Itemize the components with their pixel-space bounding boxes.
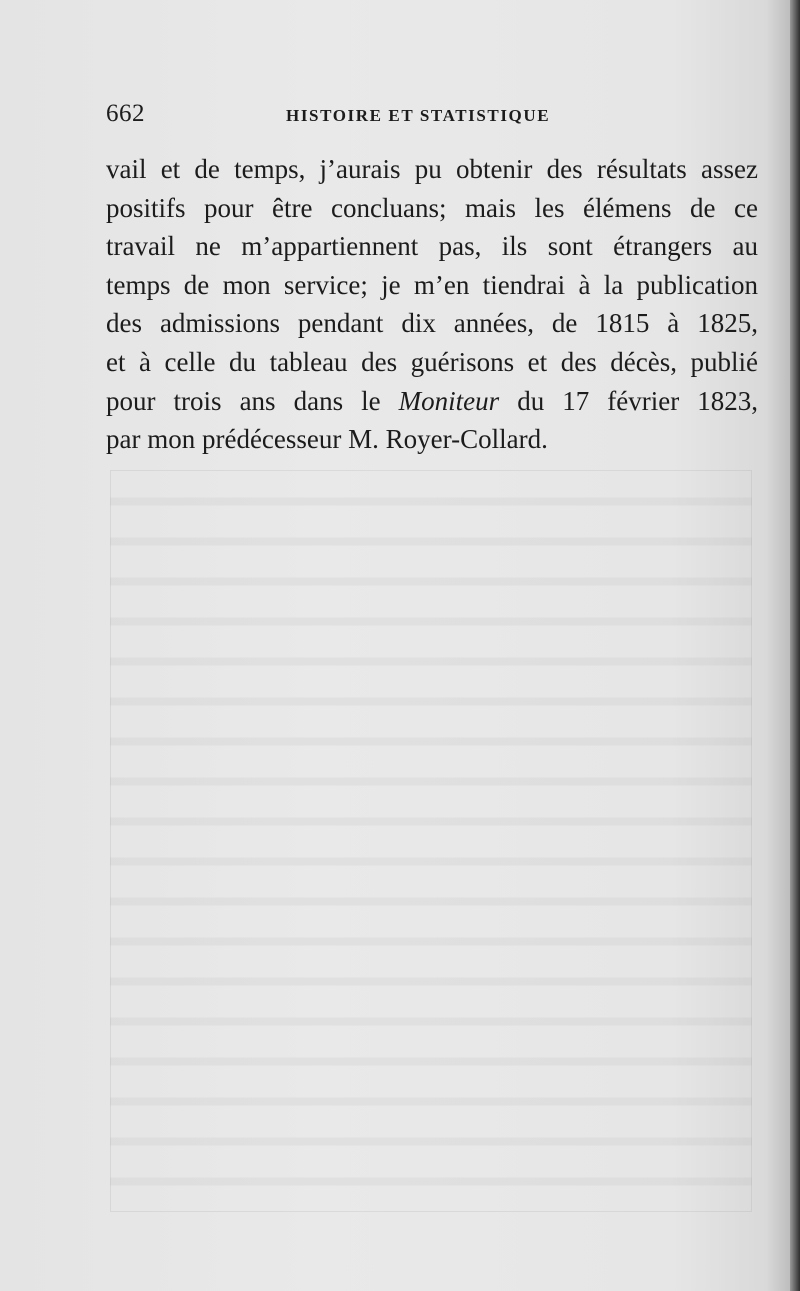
text-line: par mon prédécesseur M. Royer-Collard. xyxy=(106,424,548,455)
page-number: 662 xyxy=(106,100,145,127)
page-edge xyxy=(790,0,800,1291)
show-through-text xyxy=(110,470,752,1212)
text-line xyxy=(106,382,758,421)
text-segment: pour trois ans dans le xyxy=(106,385,399,416)
running-head: HISTOIRE ET STATISTIQUE xyxy=(286,106,551,125)
text-line: vail et de temps, j’aurais pu obtenir des résultats assez xyxy=(106,154,758,184)
body-paragraph xyxy=(106,150,758,459)
text-line: temps de mon service; je m’en tiendrai à la publication xyxy=(106,269,758,300)
text-segment: du 17 février 1823, xyxy=(499,385,758,416)
newspaper-title: Moniteur xyxy=(398,385,500,416)
page-header xyxy=(106,100,754,134)
text-line: travail ne m’appartiennent pas, ils sont étrangers au xyxy=(106,231,758,262)
text-line: positifs pour être concluans; mais les élémens de ce xyxy=(106,192,758,223)
text-line: des admissions pendant dix années, de 1815 à 1825, xyxy=(106,308,758,339)
text-line: et à celle du tableau des guérisons et des décès, publié xyxy=(106,346,758,377)
